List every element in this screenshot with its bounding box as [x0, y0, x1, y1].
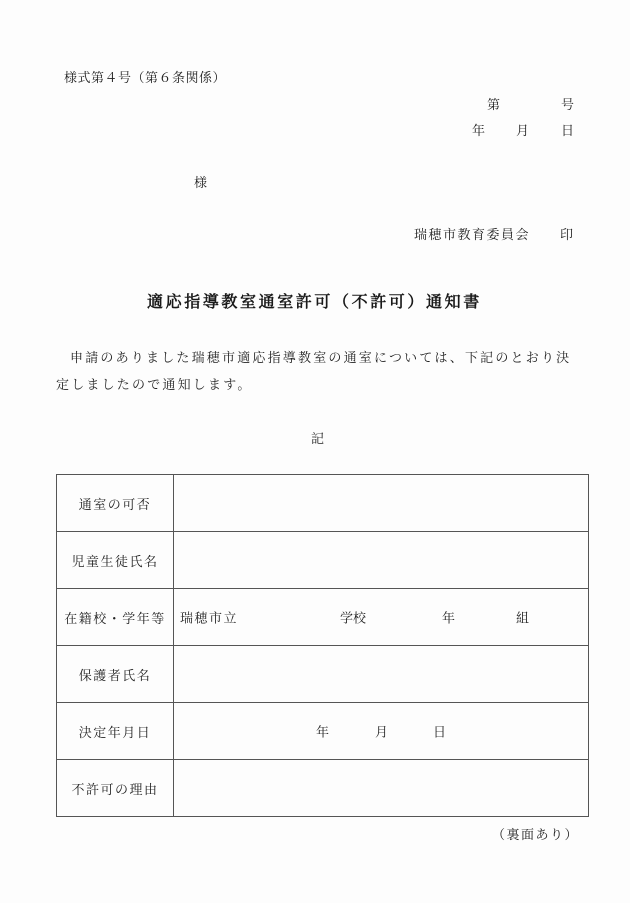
form-number: 様式第４号（第６条関係）: [64, 71, 227, 86]
table-row-denial-reason: [57, 760, 589, 817]
school-suffix: 学校: [340, 611, 367, 627]
table-row-student-name: [57, 532, 589, 589]
document-number-suffix: 号: [561, 98, 575, 113]
denial-reason-field[interactable]: [174, 760, 589, 817]
class-suffix: 組: [516, 611, 530, 627]
row-label: 通室の可否: [57, 475, 174, 532]
document-title: 適応指導教室通室許可（不許可）通知書: [147, 292, 482, 311]
decision-date-month: 月: [375, 725, 389, 741]
issue-date-month: 月: [516, 124, 530, 139]
grade-suffix: 年: [442, 611, 456, 627]
table-row-decision-date: [57, 703, 589, 760]
issue-date-year: 年: [472, 124, 486, 139]
back-side-note: （裏面あり）: [492, 828, 580, 843]
attendance-decision-field[interactable]: [174, 475, 589, 532]
decision-date-year: 年: [316, 725, 330, 741]
row-label: 保護者氏名: [57, 646, 174, 703]
row-label: 在籍校・学年等: [57, 589, 174, 646]
issuer-name: 瑞穂市教育委員会: [414, 228, 531, 243]
school-grade-field[interactable]: [174, 589, 589, 646]
table-row-guardian-name: [57, 646, 589, 703]
table-row-attendance-decision: [57, 475, 589, 532]
guardian-name-field[interactable]: [174, 646, 589, 703]
decision-date-field[interactable]: [174, 703, 589, 760]
row-label: 児童生徒氏名: [57, 532, 174, 589]
student-name-field[interactable]: [174, 532, 589, 589]
record-heading: 記: [311, 432, 325, 447]
row-label: 決定年月日: [57, 703, 174, 760]
addressee-honorific: 様: [194, 176, 208, 191]
record-table: [56, 474, 589, 817]
document-number-prefix: 第: [487, 98, 501, 113]
school-prefix: 瑞穂市立: [180, 611, 239, 627]
seal-mark: 印: [560, 228, 574, 243]
row-label: 不許可の理由: [57, 760, 174, 817]
body-paragraph: 申請のありました瑞穂市適応指導教室の通室については、下記のとおり決定しましたので通知します。: [56, 351, 572, 393]
decision-date-day: 日: [433, 725, 447, 741]
table-row-school-grade: [57, 589, 589, 646]
issue-date-day: 日: [561, 124, 575, 139]
